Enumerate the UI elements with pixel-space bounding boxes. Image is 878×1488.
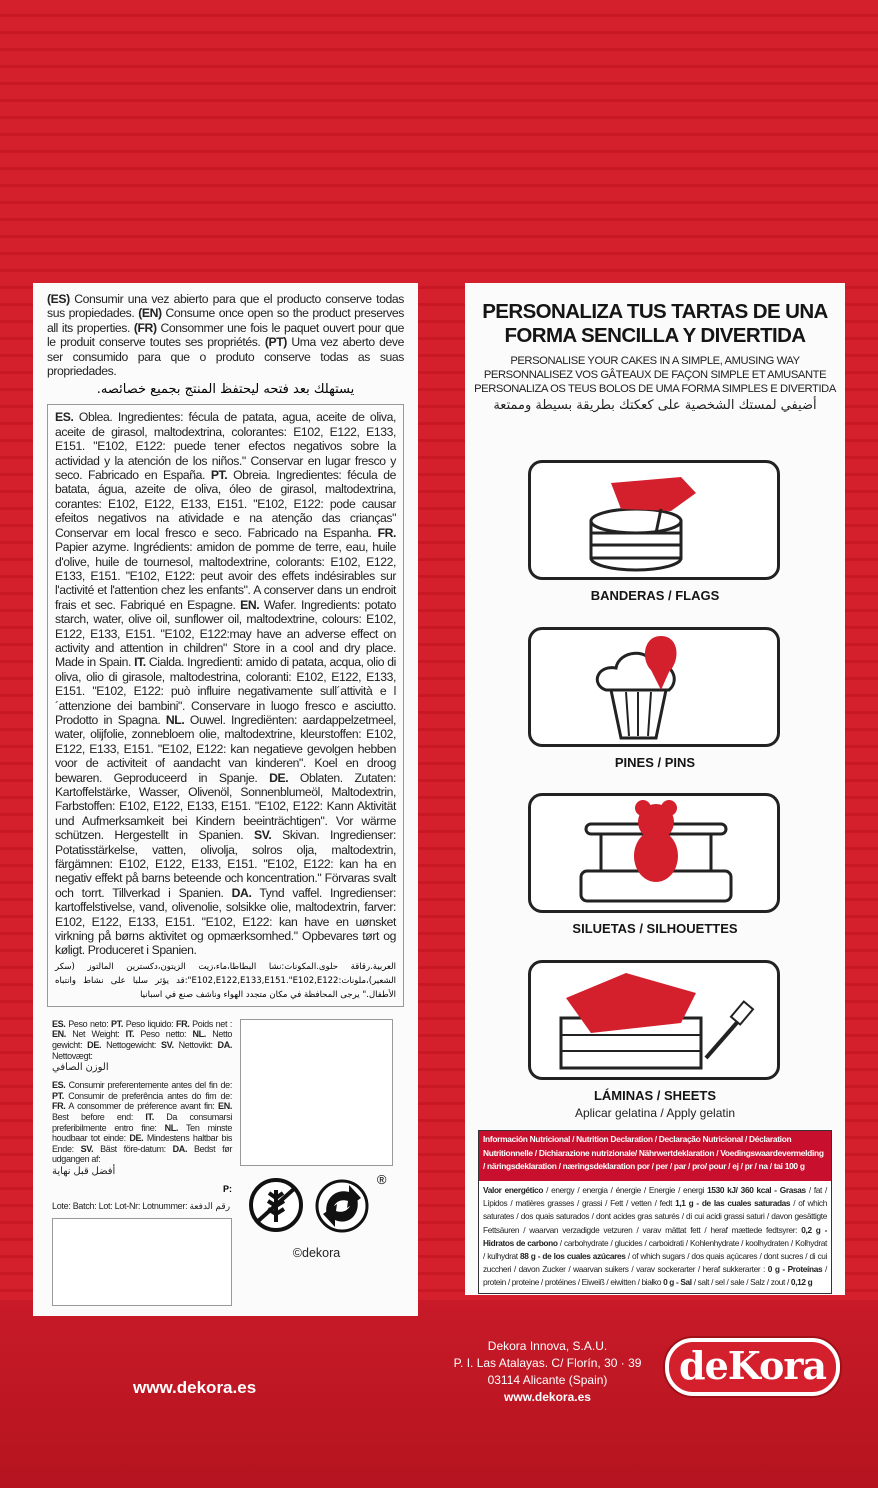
lang-code: (ES): [47, 292, 70, 306]
lang-code: IT.: [134, 655, 146, 670]
use-card-sheets: [528, 960, 780, 1080]
lang-text: Cialda. Ingredienti: amido di patata, acqua, olio di oliva, olio di girasole, maltodestrina, coloranti: E102, E122, E133, E151. "E102, E122: può influire negativamente sull´attività e l´attenzione dei bambini". Conservare in luogo fresco e asciutto. Prodotto in Spagna.: [55, 655, 396, 727]
company-address: [440, 1338, 655, 1406]
net-weight-label: [52, 1019, 232, 1074]
lang-code: NL.: [165, 712, 185, 727]
storage-note-arabic: يستهلك بعد فتحه ليحتفظ المنتج بجميع خصائصه.: [96, 382, 355, 398]
company-website: www.dekora.es: [504, 1390, 591, 1404]
lang-code: SV.: [161, 1040, 174, 1051]
nutrition-label: Grasas: [779, 1185, 806, 1195]
nutrition-value: 0 g: [663, 1277, 675, 1288]
nutrition-langs: / of which saturates / dos quais saturados / dont acides gras saturés / di cui acidi grassi saturi / davon gesättigte Fettsäuren / waarvan verzadigde vetzuren / varav mättat fett / heraf mættede fedtsyrer:: [483, 1198, 827, 1235]
lang-text: Best before end:: [52, 1112, 146, 1123]
use-label-pins: PINES / PINS: [614, 755, 696, 770]
lang-code: PT.: [52, 1090, 64, 1101]
nutrition-langs: / fat / Lípidos / matières grasses / grassi / Fett / vetten / fedt: [483, 1185, 828, 1209]
best-before-arabic: أفضل قبل نهاية: [52, 1166, 116, 1177]
p-label: P:: [223, 1184, 232, 1194]
nutrition-langs: / energy / energia / énergie / Energie / energi: [543, 1185, 708, 1195]
lang-text: Uma vez aberto deve ser consumido para que o produto conserve todas as suas propriedades.: [47, 335, 404, 379]
nutrition-label: Hidratos de carbono: [483, 1237, 558, 1248]
nutrition-langs: / salt / sel / sale / Salz / zout /: [691, 1277, 791, 1288]
lang-text: Skivan. Ingredienser: Potatisstärkelse, vatten, olivolja, solros olja, maltodextrin, färgämnen: E102, E122, E133, E151. "E102, E122: kan ha en negativ effekt på barns beteende och koncentration." Förvaras svalt och torrt. Tillverkad i Spanien.: [55, 828, 396, 900]
cake-sheet-icon: [531, 963, 777, 1077]
lang-text: Bäst före-datum:: [93, 1143, 173, 1154]
lang-code: FR.: [175, 1018, 190, 1029]
subtitles: [470, 354, 840, 416]
lang-text: Wafer. Ingredients: potato starch, water, olive oil, sunflower oil, maltodextrine, colours: E102, E122, E133, E151. "E102, E122:may have an adverse effect on activity and attention in children" Store in a cool and dry place. Made in Spain.: [55, 597, 396, 670]
lang-code: EN.: [240, 597, 260, 612]
lang-text: Nettogewicht:: [101, 1040, 161, 1051]
lang-code: SV.: [80, 1143, 94, 1154]
nutrition-value: 88 g: [519, 1251, 536, 1262]
gluten-free-icon: [247, 1176, 305, 1234]
lang-text: Consommer une fois le paquet ouvert pour que le produit conserve toutes ses propriétés.: [47, 320, 404, 350]
lang-code: DE.: [87, 1040, 102, 1051]
company-city: 03114 Alicante (Spain): [487, 1373, 608, 1387]
lang-text: Netto gewicht:: [52, 1029, 232, 1051]
cupcake-pin-icon: [531, 630, 777, 744]
lang-text: Nettovægt:: [52, 1050, 93, 1061]
use-card-silhouettes: [528, 793, 780, 913]
separator: -: [779, 1264, 788, 1275]
lang-text: Ten minste houdbaar tot einde:: [52, 1122, 232, 1144]
lang-code: EN.: [52, 1029, 66, 1040]
lang-text: Net Weight:: [65, 1029, 126, 1040]
lang-text: Mindestens haltbar bis Ende:: [52, 1133, 232, 1154]
nutrition-langs: / carbohydrate / glucides / carboidrati / Kohlenhydrate / koolhydraten / Kolhydrat / kulhydrat: [483, 1237, 827, 1262]
storage-note: [47, 292, 404, 378]
date-print-box: [240, 1019, 393, 1166]
company-name: Dekora Innova, S.A.U.: [487, 1339, 608, 1353]
separator: -: [674, 1277, 681, 1288]
nutrition-value: 0,12 g: [790, 1277, 813, 1288]
lang-code: IT.: [145, 1112, 154, 1123]
ingredients-text: [55, 410, 396, 957]
lang-code: ES.: [52, 1018, 66, 1029]
nutrition-label: Valor energético: [483, 1185, 544, 1195]
apply-gelatin-note: Aplicar gelatina / Apply gelatin: [574, 1106, 736, 1120]
lang-code: EN.: [218, 1101, 232, 1112]
lang-code: IT.: [125, 1029, 135, 1040]
separator: -: [820, 1224, 827, 1235]
lang-code: (PT): [264, 335, 287, 350]
cake-flag-icon: [531, 463, 777, 577]
lang-code: PT.: [111, 1018, 123, 1029]
best-before-label: [52, 1080, 232, 1178]
nutrition-langs: / of which sugars / dos quais açúcares / dont sucres / di cui zuccheri / davon Zucker / waarvan suikers / varav sockerarter / heraf sukkerarter :: [483, 1251, 828, 1275]
use-label-sheets: LÁMINAS / SHEETS: [593, 1088, 717, 1103]
subtitle-en: PERSONALISE YOUR CAKES IN A SIMPLE, AMUSING WAY: [510, 355, 800, 367]
label-right-column: [240, 1019, 393, 1306]
lang-code: PT.: [210, 468, 228, 483]
green-dot-recycling-icon: [313, 1176, 373, 1236]
lang-text: Consumir una vez abierto para que el producto conserve todas sus propiedades.: [47, 292, 404, 321]
batch-label: [52, 1201, 232, 1212]
lang-code: NL.: [164, 1122, 179, 1133]
lang-text: Oblaten. Zutaten: Kartoffelstärke, Wasser, Olivenöl, Sonnenblumeöl, Maltodextrin, Farbstoffen: E102, E122, E133, E151. "E102, E122: Kann Aktivität und Aufmerksamkeit bei Kindern beeinträchtigen". Vor wärme schützen. Hergestellt in Spanien.: [55, 770, 396, 843]
lang-text: Bedst før udgangen af:: [52, 1143, 233, 1165]
nutrition-label: de los cuales azúcares: [542, 1251, 626, 1262]
lang-text: Peso netto:: [134, 1029, 193, 1040]
use-card-flags: [528, 460, 780, 580]
lang-text: Ouwel. Ingrediënten: aardappelzetmeel, water, olijfolie, zonnebloem olie, maltodextrine, kleurstoffen: E102, E122, E133, E151. "E102, E122: kan negatieve gevolgen hebben voor de activiteit of aandacht van kinderen". Koel en droog bewaren. Geproduceerd in Spanje.: [55, 712, 396, 785]
batch-print-box: [52, 1218, 232, 1306]
lang-text: Consumir de preferência antes do fim de:: [63, 1090, 232, 1101]
ingredients-arabic: العربية.رقاقة حلوى.المكونات:نشا البطاطا،ماء،زيت الزيتون،دكسترين المالتوز (سكر الشعير)،ملونات:E102,E122,E133,E151."E102,E122":قد يؤثر سلبا على نشاط وانتباه الأطفال." يرجى المحافظة في مكان متجدد الهواء وناشف صنع في اسبانيا: [55, 961, 396, 1000]
nutrition-table: [478, 1130, 832, 1294]
certification-icons: [247, 1171, 387, 1236]
lang-code: DE.: [129, 1133, 144, 1144]
page-title: PERSONALIZA TUS TARTAS DE UNA FORMA SENCILLA Y DIVERTIDA: [482, 300, 828, 347]
lang-code: DA.: [217, 1040, 232, 1051]
usage-heading: [470, 300, 840, 416]
lang-code: ES.: [55, 410, 74, 425]
net-weight-arabic: الوزن الصافي: [52, 1062, 109, 1074]
nutrition-value: 0 g: [767, 1264, 780, 1275]
left-info-panel: [33, 283, 418, 1316]
footer-website[interactable]: www.dekora.es: [133, 1378, 257, 1397]
lang-text: Consume once open so the product preserves all its properties.: [47, 306, 404, 335]
lang-text: Consumir preferentemente antes del fin de:: [65, 1080, 232, 1091]
lang-text: Peso neto:: [65, 1018, 112, 1029]
nutrition-header: Información Nutricional / Nutrition Declaration / Declaração Nutricional / Déclaration Nutritionnelle / Dichiarazione nutrizionale/ Nährwertdeklaration / Voedingswaardevermelding / näringsdeklaration / næringsdeklaration por / per / par / pro/ pour / ej / pr / na / tai 100 g: [479, 1131, 831, 1181]
lang-text: Peso liquido:: [122, 1018, 176, 1029]
copyright: ©dekora: [292, 1245, 341, 1260]
lang-code: FR.: [377, 525, 396, 540]
lang-code: NL.: [192, 1029, 206, 1040]
nutrition-value: 1530 kJ/ 360 kcal: [707, 1185, 772, 1195]
subtitle-arabic: أضيفي لمستك الشخصية على كعكتك بطريقة بسيطة وممتعة: [493, 398, 817, 413]
ingredients-box: [47, 404, 404, 1006]
lang-code: SV.: [254, 828, 272, 843]
separator: -: [693, 1198, 702, 1209]
lang-code: DA.: [172, 1143, 188, 1154]
nutrition-langs: / protein / proteine / protéines / Eiweiß / eiwitten / białko: [483, 1264, 827, 1288]
nutrition-label: Sal: [680, 1277, 692, 1288]
subtitle-pt: PERSONALIZA OS TEUS BOLOS DE UMA FORMA SIMPLES E DIVERTIDA: [474, 383, 836, 395]
lang-code: (FR): [133, 320, 157, 335]
lang-code: DE.: [269, 770, 289, 785]
lang-text: Nettovikt:: [173, 1040, 218, 1051]
bear-silhouette-icon: [531, 796, 777, 910]
label-info-section: [47, 1019, 404, 1306]
use-label-flags: BANDERAS / FLAGS: [590, 588, 720, 603]
separator: -: [771, 1185, 780, 1195]
lang-text: A consommer de préference avant fin:: [65, 1101, 219, 1112]
lang-text: Da consumarsi preferibilmente entro fine:: [52, 1112, 232, 1133]
lang-code: FR.: [52, 1101, 66, 1112]
use-card-pins: [528, 627, 780, 747]
nutrition-value: 1,1 g: [675, 1198, 694, 1209]
label-text-column: [52, 1019, 232, 1306]
lang-code: (EN): [138, 306, 162, 321]
lang-code: ES.: [52, 1080, 66, 1091]
batch-label-arabic: رقم الدفعة: [189, 1201, 231, 1211]
registered-mark: ®: [376, 1171, 387, 1187]
batch-label-text: Lote: Batch: Lot: Lot-Nr: Lotnummer:: [52, 1201, 188, 1211]
nutrition-label: Proteínas: [787, 1264, 823, 1275]
nutrition-label: de las cuales saturadas: [701, 1198, 791, 1209]
nutrition-body: [479, 1181, 831, 1293]
lang-text: Obreia. Ingredientes: fécula de batata, água, azeite de oliva, óleo de girasol, maltodextrina, corantes: E102, E122, E133, E151. "E102, E122: pode causar efeitos negativos na atividade e na atenção das crianças" Conservar em local fresco e seco. Fabricado na Espanha.: [55, 468, 396, 540]
dekora-logo: deKora: [665, 1338, 840, 1396]
subtitle-fr: PERSONNALISEZ VOS GÂTEAUX DE FAÇON SIMPLE ET AMUSANTE: [483, 369, 827, 381]
lang-text: Tynd vaffel. Ingredienser: kartoffelstivelse, vand, olivenolie, solsikke olie, maltodextrin, farver: E102, E122, E133, E151. "E102, E122: kan have en uønsket virkning på børns aktivitet og opmærksomhed." Opbevares tørt og køligt. Produceret i Spanien.: [55, 885, 396, 958]
lang-text: Poids net :: [189, 1018, 232, 1029]
use-label-silhouettes: SILUETAS / SILHOUETTES: [572, 921, 738, 936]
lang-text: Papier azyme. Ingrédients: amidon de pomme de terre, eau, huile d'olive, huile de tournesol, maltodextrine, colorants: E102, E122, E133, E151. "E102, E122: peut avoir des effets indésirables sur l'activité et l'attention chez les enfants". A conserver dans un endroit frais et sec. Fabriqué en Espagne.: [55, 540, 396, 612]
company-street: P. I. Las Atalayas. C/ Florín, 30 · 39: [453, 1356, 642, 1370]
separator: -: [535, 1251, 543, 1262]
lang-text: Oblea. Ingredientes: fécula de patata, agua, aceite de oliva, aceite de girasol, maltodextrina, colorantes: E102, E122, E133, E151. "E102, E122: puede tener efectos negativos sobre la actividad y la atención de los niños." Conservar en lugar fresco y seco. Fabricado en España.: [55, 410, 396, 483]
nutrition-value: 0,2 g: [801, 1224, 821, 1235]
lang-code: DA.: [231, 885, 252, 900]
